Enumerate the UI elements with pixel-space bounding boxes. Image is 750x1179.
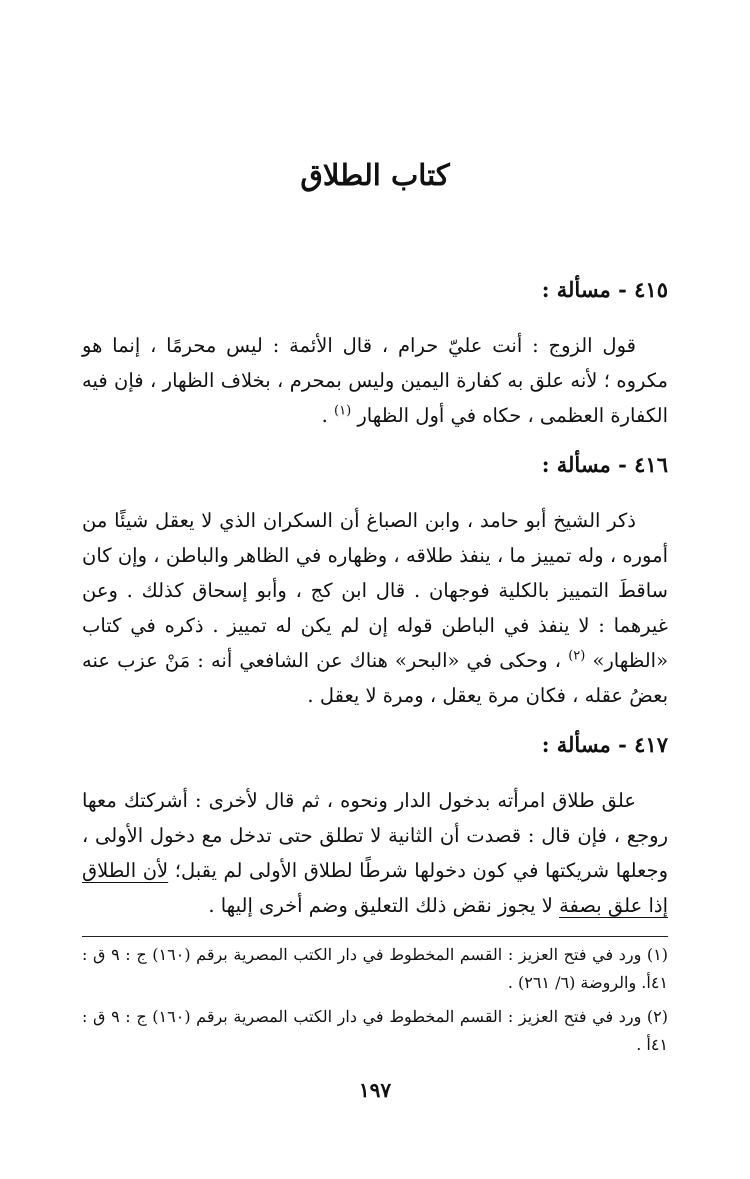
section-text-body: ذكر الشيخ أبو حامد ، وابن الصباغ أن السكران الذي لا يعقل شيئًا من أموره ، وله تمييز ما ، ينفذ طلاقه ، وظهاره في الظاهر والباطن ، وإن كان ساقطَ التمييز بالكلية فوجهان . قال ابن كج ، وأبو إسحاق كذلك . وعن غيرهما : لا ينفذ في الباطن قوله إن لم يكن له تمييز . ذكره في كتاب «الظهار» xyxy=(82,509,669,672)
underlined-phrase: لأن الطلاق إذا علق بصفة xyxy=(82,859,668,917)
footnotes xyxy=(82,936,668,1065)
section-text-end: . xyxy=(321,404,335,427)
section-text-end: ، وحكى في «البحر» هناك عن الشافعي أنه : مَنْ عزب عنه بعضُ عقله ، فكان مرة يعقل ، ومرة لا يعقل . xyxy=(82,649,668,707)
footnote-ref-1[interactable]: (١) xyxy=(334,403,352,419)
section-heading: ٤١٧ - مسألة : xyxy=(541,732,668,757)
section-text-end: لا يجوز نقض ذلك التعليق وضم أخرى إليها . xyxy=(208,894,560,917)
book-title: كتاب الطلاق xyxy=(300,158,450,192)
section-text-body: علق طلاق امرأته بدخول الدار ونحوه ، ثم قال لأخرى : أشركتك معها روجع ، فإن قال : قصدت أن الثانية لا تطلق حتى تدخل مع دخول الأولى ، وجعلها شريكتها في كون دخولها شرطًا لطلاق الأولى لم يقبل؛ xyxy=(82,789,668,882)
section-417 xyxy=(82,725,668,923)
section-text xyxy=(82,328,668,433)
main-content xyxy=(82,270,668,923)
section-heading: ٤١٦ - مسألة : xyxy=(541,452,668,477)
section-text-body: قول الزوج : أنت عليّ حرام ، قال الأئمة : ليس محرمًا ، إنما هو مكروه ؛ لأنه علق به كفارة اليمين وليس بمحرم ، بخلاف الظهار ، فإن فيه الكفارة العظمى ، حكاه في أول الظهار xyxy=(82,334,668,427)
section-text xyxy=(82,503,668,713)
section-text xyxy=(82,783,668,923)
footnote-1: (١) ورد في فتح العزيز : القسم المخطوط في دار الكتب المصرية برقم (١٦٠) ج : ٩ ق : ٤١أ. والروضة (٦/ ٢٦١) . xyxy=(82,945,669,992)
footnote-2: (٢) ورد في فتح العزيز : القسم المخطوط في دار الكتب المصرية برقم (١٦٠) ج : ٩ ق : ٤١أ . xyxy=(82,1007,669,1054)
page-number: ١٩٧ xyxy=(358,1078,392,1102)
section-415 xyxy=(82,270,668,445)
footnote-ref-2[interactable]: (٢) xyxy=(568,648,586,664)
section-416 xyxy=(82,445,668,725)
section-heading: ٤١٥ - مسألة : xyxy=(541,277,668,302)
